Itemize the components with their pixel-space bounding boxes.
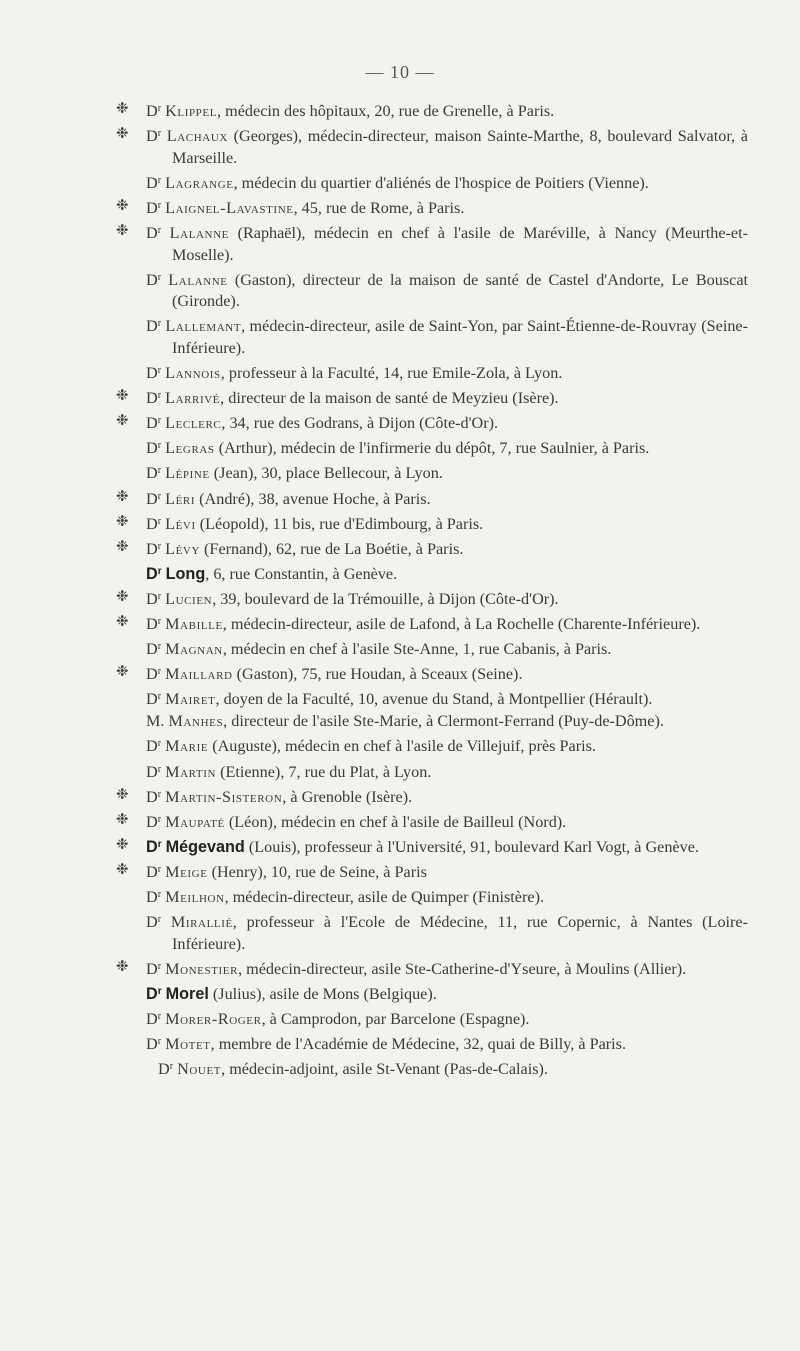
entry-title: $D^r$	[146, 762, 162, 781]
entry-title: $D^r$	[146, 514, 162, 533]
entry-details: , membre de l'Académie de Médecine, 32, quai de Billy, à Paris.	[210, 1035, 627, 1054]
entry-title: $D^r$	[146, 317, 162, 336]
entry-details: , médecin-directeur, asile de Quimper (Finistère).	[224, 888, 545, 906]
entry-title: $D^r$	[146, 102, 162, 120]
title-superscript: r	[157, 641, 162, 653]
asterisk-icon: ❉	[116, 220, 129, 239]
entry-title: $D^r$	[146, 223, 162, 242]
list-item	[108, 759, 748, 784]
list-item	[108, 834, 748, 859]
entry-list	[108, 98, 748, 1081]
list-item	[108, 909, 748, 955]
title-superscript: r	[169, 1061, 174, 1073]
list-item	[108, 410, 748, 435]
entry-title: $D^r$	[146, 414, 162, 433]
entry-details: , directeur de l'asile Ste-Marie, à Clermont-Ferrand (Puy-de-Dôme).	[223, 712, 664, 731]
entry-details: (Etienne), 7, rue du Plat, à Lyon.	[216, 762, 432, 781]
entry-title: $D^r$	[146, 812, 162, 831]
list-item	[108, 435, 748, 460]
title-superscript: r	[157, 590, 162, 602]
title-superscript: r	[157, 540, 162, 552]
entry-details: (Henry), 10, rue de Seine, à Paris	[207, 862, 427, 881]
entry-name: Lallemant	[165, 317, 242, 336]
entry-details: (Julius), asile de Mons (Belgique).	[208, 984, 437, 1003]
entry-title: $D^r$	[146, 737, 162, 756]
entry-name: Legras	[165, 439, 215, 458]
list-item	[108, 586, 748, 611]
list-item	[108, 170, 748, 195]
entry-name: Laignel-Lavastine	[165, 198, 294, 217]
list-item	[108, 460, 748, 485]
title-superscript: r	[157, 224, 162, 236]
entry-title: $D^r$	[146, 787, 162, 806]
entry-name: Morer-Roger	[165, 1009, 262, 1028]
entry-name: Meige	[165, 862, 208, 881]
asterisk-icon: ❉	[116, 834, 129, 853]
title-superscript: r	[157, 128, 162, 140]
entry-title: $D^r$	[146, 888, 162, 906]
entry-details: (Léopold), 11 bis, rue d'Edimbourg, à Paris.	[195, 514, 484, 533]
title-superscript: r	[157, 1036, 162, 1048]
title-superscript: r	[157, 271, 162, 283]
list-item	[108, 123, 748, 169]
title-superscript: r	[157, 763, 162, 775]
entry-name: Klippel	[165, 102, 218, 120]
list-item	[108, 859, 748, 884]
entry-details: (Raphaël), médecin en chef à l'asile de Maréville, à Nancy (Meurthe-et-Moselle).	[172, 223, 749, 264]
title-superscript: r	[157, 565, 162, 577]
list-item	[108, 360, 748, 385]
entry-name: Lalanne	[168, 270, 228, 289]
title-superscript: r	[157, 615, 162, 627]
entry-details: , 45, rue de Rome, à Paris.	[293, 198, 465, 217]
entry-name: Manhes	[168, 712, 224, 731]
entry-details: (Léon), médecin en chef à l'asile de Bailleul (Nord).	[224, 812, 567, 831]
list-item	[108, 385, 748, 410]
asterisk-icon: ❉	[116, 662, 129, 681]
list-item	[108, 784, 748, 809]
page-number: — 10 —	[365, 62, 435, 82]
list-item	[108, 661, 748, 686]
entry-details: (Arthur), médecin de l'infirmerie du dépôt, 7, rue Saulnier, à Paris.	[214, 439, 650, 458]
list-item	[108, 195, 748, 220]
title-superscript: r	[157, 365, 162, 377]
title-superscript: r	[157, 415, 162, 427]
title-superscript: r	[157, 863, 162, 875]
title-superscript: r	[157, 738, 162, 750]
title-superscript: r	[157, 960, 162, 972]
entry-name: Magnan	[165, 640, 223, 659]
entry-details: , 34, rue des Godrans, à Dijon (Côte-d'Or).	[221, 414, 499, 433]
list-item	[108, 884, 748, 909]
title-superscript: r	[157, 914, 162, 926]
entry-details: , 39, boulevard de la Trémouille, à Dijon (Côte-d'Or).	[212, 589, 559, 608]
title-superscript: r	[157, 199, 162, 211]
asterisk-icon: ❉	[116, 195, 129, 214]
title-superscript: r	[157, 440, 162, 452]
title-superscript: r	[157, 788, 162, 800]
asterisk-icon: ❉	[116, 956, 129, 975]
entry-title: $D^r$	[146, 439, 162, 458]
entry-details: (Jean), 30, place Bellecour, à Lyon.	[209, 464, 443, 483]
list-item	[108, 313, 748, 359]
entry-details: , médecin-directeur, asile Ste-Catherine-d'Yseure, à Moulins (Allier).	[238, 959, 687, 978]
entry-name: Nouet	[177, 1060, 222, 1079]
list-item	[108, 686, 748, 711]
title-superscript: r	[157, 465, 162, 477]
entry-details: (Auguste), médecin en chef à l'asile de Villejuif, près Paris.	[208, 737, 596, 756]
title-superscript: r	[157, 103, 162, 114]
entry-title: $D^r$	[146, 539, 162, 558]
title-superscript: r	[157, 490, 162, 502]
entry-name: Monestier	[165, 959, 239, 978]
title-superscript: r	[157, 666, 162, 678]
entry-details: , à Grenoble (Isère).	[282, 787, 413, 806]
entry-name: Martin-Sisteron	[165, 787, 283, 806]
asterisk-icon: ❉	[116, 611, 129, 630]
entry-title: $D^r$	[146, 489, 162, 508]
list-item	[108, 733, 748, 758]
asterisk-icon: ❉	[116, 411, 129, 430]
entry-name: Lucien	[165, 589, 213, 608]
list-item	[108, 561, 748, 586]
asterisk-icon: ❉	[116, 99, 129, 117]
asterisk-icon: ❉	[116, 809, 129, 828]
entry-name: Maupaté	[165, 812, 225, 831]
entry-details: (Louis), professeur à l'Université, 91, boulevard Karl Vogt, à Genève.	[244, 837, 699, 856]
title-superscript: r	[157, 174, 162, 186]
entry-title: $D^r$	[146, 984, 162, 1003]
entry-name: Morel	[165, 984, 209, 1003]
title-superscript: r	[157, 1010, 162, 1022]
asterisk-icon: ❉	[116, 486, 129, 505]
list-item	[108, 636, 748, 661]
entry-title: M.	[146, 712, 165, 731]
entry-details: , professeur à la Faculté, 14, rue Emile-Zola, à Lyon.	[220, 364, 563, 383]
asterisk-icon: ❉	[116, 511, 129, 530]
entry-title: $D^r$	[146, 1035, 162, 1054]
entry-details: , médecin en chef à l'asile Ste-Anne, 1, rue Cabanis, à Paris.	[222, 640, 612, 659]
entry-name: Lalanne	[169, 223, 229, 242]
entry-details: , médecin-adjoint, asile St-Venant (Pas-de-Calais).	[221, 1060, 548, 1079]
title-superscript: r	[157, 390, 162, 402]
entry-title: $D^r$	[146, 665, 162, 684]
asterisk-icon: ❉	[116, 386, 129, 405]
entry-details: , à Camprodon, par Barcelone (Espagne).	[261, 1009, 530, 1028]
entry-details: , directeur de la maison de santé de Meyzieu (Isère).	[220, 389, 559, 408]
list-item	[108, 98, 748, 123]
asterisk-icon: ❉	[116, 784, 129, 803]
entry-details: (Gaston), 75, rue Houdan, à Sceaux (Seine).	[232, 665, 523, 684]
title-superscript: r	[157, 838, 162, 850]
list-item	[108, 1006, 748, 1031]
entry-name: Mabille	[165, 614, 223, 633]
entry-details: , doyen de la Faculté, 10, avenue du Stand, à Montpellier (Hérault).	[215, 690, 653, 709]
entry-title: $D^r$	[158, 1060, 174, 1079]
entry-details: , médecin-directeur, asile de Lafond, à La Rochelle (Charente-Inférieure).	[222, 614, 701, 633]
entry-name: Mirallié	[170, 913, 233, 932]
entry-title: $D^r$	[146, 173, 162, 192]
entry-name: Lannois	[165, 364, 221, 383]
entry-title: $D^r$	[146, 640, 162, 659]
entry-title: $D^r$	[146, 389, 162, 408]
entry-title: $D^r$	[146, 690, 162, 709]
entry-title: $D^r$	[146, 614, 162, 633]
list-item	[108, 511, 748, 536]
entry-name: Long	[165, 564, 206, 583]
entry-details: , médecin-directeur, asile de Saint-Yon, par Saint-Étienne-de-Rouvray (Seine-Inférieure).	[172, 317, 748, 357]
list-item	[108, 1056, 748, 1081]
entry-details: , 6, rue Constantin, à Genève.	[205, 564, 398, 583]
entry-details: (Gaston), directeur de la maison de santé de Castel d'Andorte, Le Bouscat (Gironde).	[172, 270, 749, 311]
asterisk-icon: ❉	[116, 859, 129, 878]
list-item	[108, 486, 748, 511]
entry-name: Lévi	[165, 514, 196, 533]
asterisk-icon: ❉	[116, 124, 129, 143]
entry-name: Lépine	[165, 464, 210, 483]
entry-title: $D^r$	[146, 589, 162, 608]
entry-title: $D^r$	[146, 127, 162, 146]
entry-name: Lagrange	[165, 173, 234, 192]
title-superscript: r	[157, 318, 162, 330]
entry-name: Lachaux	[166, 127, 228, 146]
list-item	[108, 611, 748, 636]
entry-name: Martin	[165, 762, 217, 781]
entry-name: Motet	[165, 1035, 211, 1054]
list-item	[108, 267, 748, 313]
asterisk-icon: ❉	[116, 536, 129, 555]
entry-name: Marie	[165, 737, 209, 756]
entry-name: Larrivé	[165, 389, 221, 408]
entry-title: $D^r$	[146, 564, 162, 583]
entry-title: $D^r$	[146, 913, 162, 932]
entry-title: $D^r$	[146, 198, 162, 217]
entry-name: Mégevand	[165, 837, 245, 856]
entry-name: Lévy	[165, 539, 200, 558]
entry-name: Léri	[165, 489, 196, 508]
list-item	[108, 809, 748, 834]
entry-details: , médecin du quartier d'aliénés de l'hospice de Poitiers (Vienne).	[233, 173, 649, 192]
entry-name: Mairet	[165, 690, 216, 709]
title-superscript: r	[157, 985, 162, 997]
entry-name: Maillard	[165, 665, 233, 684]
entry-title: $D^r$	[146, 837, 162, 856]
title-superscript: r	[157, 691, 162, 703]
entry-title: $D^r$	[146, 862, 162, 881]
entry-title: $D^r$	[146, 364, 162, 383]
title-superscript: r	[157, 515, 162, 527]
asterisk-icon: ❉	[116, 586, 129, 605]
entry-title: $D^r$	[146, 959, 162, 978]
entry-title: $D^r$	[146, 464, 162, 483]
entry-details: (Fernand), 62, rue de La Boétie, à Paris.	[200, 539, 464, 558]
list-item	[108, 711, 748, 733]
entry-name: Meilhon	[165, 888, 225, 906]
entry-title: $D^r$	[146, 1009, 162, 1028]
list-item	[108, 981, 748, 1006]
list-item	[108, 1031, 748, 1056]
list-item	[108, 220, 748, 266]
entry-title: $D^r$	[146, 270, 162, 289]
entry-details: (André), 38, avenue Hoche, à Paris.	[195, 489, 431, 508]
list-item	[108, 956, 748, 981]
entry-details: , professeur à l'Ecole de Médecine, 11, rue Copernic, à Nantes (Loire-Inférieure).	[172, 913, 749, 953]
title-superscript: r	[157, 889, 162, 900]
title-superscript: r	[157, 813, 162, 825]
entry-details: (Georges), médecin-directeur, maison Sainte-Marthe, 8, boulevard Salvator, à Marseille.	[172, 127, 748, 167]
list-item	[108, 536, 748, 561]
entry-details: , médecin des hôpitaux, 20, rue de Grenelle, à Paris.	[217, 102, 555, 120]
entry-name: Leclerc	[165, 414, 222, 433]
